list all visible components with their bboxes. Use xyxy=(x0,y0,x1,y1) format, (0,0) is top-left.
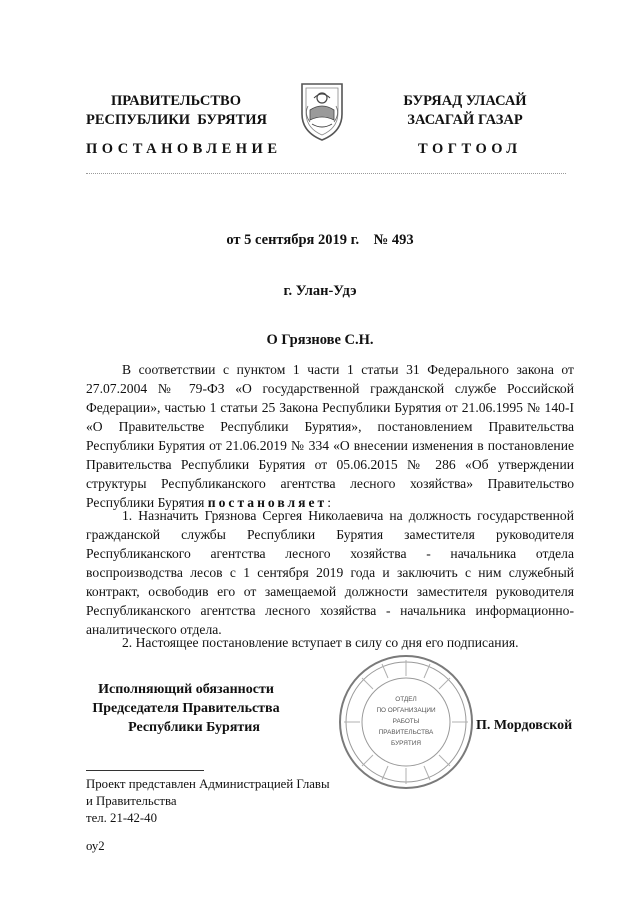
seal-stamp-icon xyxy=(336,652,476,792)
signer-position-line1: Исполняющий обязанности xyxy=(98,682,274,697)
item-2-paragraph xyxy=(86,633,574,652)
org-name-russian xyxy=(86,92,266,130)
seal-line-4: ПРАВИТЕЛЬСТВА xyxy=(378,729,434,736)
city: г. Улан-Удэ xyxy=(283,283,357,299)
coat-of-arms-icon xyxy=(298,80,346,142)
preamble-keyword: постановляет xyxy=(207,495,328,510)
signer-name: П. Мордовской xyxy=(476,718,573,733)
item-2-text: 2. Настоящее постановление вступает в силу со дня его подписания. xyxy=(122,635,519,650)
preamble-paragraph xyxy=(86,360,574,512)
coat-of-arms-emblem xyxy=(298,80,346,142)
footer-divider xyxy=(86,770,204,771)
official-seal xyxy=(336,652,476,792)
preamble-text: В соответствии с пунктом 1 части 1 статьи 31 Федерального закона от 27.07.2004 № 79-ФЗ «О государственной гражданской службе Российской Федерации», частью 1 статьи 25 Закона Республики Бурятия от 21.06.1995 № 140-I «О Правительстве Республики Бурятия», постановлением Правительства Республики Бурятия от 21.06.2019 № 334 «О внесении изменения в постановление Правительства Республики Бурятия от 05.06.2015 № 286 «Об утверждении структуры Республиканского агентства лесного хозяйства» Правительство Республики Бурятия xyxy=(86,362,574,510)
seal-line-2: ПО ОРГАНИЗАЦИИ xyxy=(376,707,436,714)
seal-line-3: РАБОТЫ xyxy=(392,718,420,725)
document-title: О Грязнове С.Н. xyxy=(266,332,374,348)
org-name-bur-line2: ЗАСАГАЙ ГАЗАР xyxy=(407,112,523,128)
seal-line-1: ОТДЕЛ xyxy=(395,696,417,703)
item-1-text: 1. Назначить Грязнова Сергея Николаевича на должность государственной гражданской службы Республики Бурятия заместителя руководителя Республиканского агентства лесного хозяйства - начальника отдела воспроизводства лесов с 1 сентября 2019 года и заключить с ним служебный контракт, освободив его от замещаемой должности заместителя руководителя Республиканского агентства лесного хозяйства - начальника информационно-аналитического отдела. xyxy=(86,508,574,637)
doc-type-buryat: ТОГТООЛ xyxy=(418,141,522,157)
org-name-bur-line1: БУРЯАД УЛАСАЙ xyxy=(403,93,527,109)
signer-position xyxy=(86,680,286,737)
footer-line-3: тел. 21-42-40 xyxy=(86,811,157,825)
org-name-ru-line2: РЕСПУБЛИКИ БУРЯТИЯ xyxy=(86,112,268,128)
doc-type-russian: ПОСТАНОВЛЕНИЕ xyxy=(86,141,282,157)
signer-position-line2: Председателя Правительства xyxy=(92,701,280,716)
footer-line-2: и Правительства xyxy=(86,794,177,808)
item-1-paragraph xyxy=(86,506,574,639)
org-name-buryat xyxy=(390,92,540,130)
footer-note xyxy=(86,776,386,827)
signer-position-line3: Республики Бурятия xyxy=(128,720,260,735)
header-divider xyxy=(86,173,566,174)
seal-line-5: БУРЯТИЯ xyxy=(391,740,421,747)
date-and-number: от 5 сентября 2019 г. № 493 xyxy=(226,232,414,248)
preamble-end: : xyxy=(327,495,332,510)
org-name-ru-line1: ПРАВИТЕЛЬСТВО xyxy=(111,93,241,109)
document-code: оу2 xyxy=(86,839,105,853)
footer-line-1: Проект представлен Администрацией Главы xyxy=(86,777,330,791)
